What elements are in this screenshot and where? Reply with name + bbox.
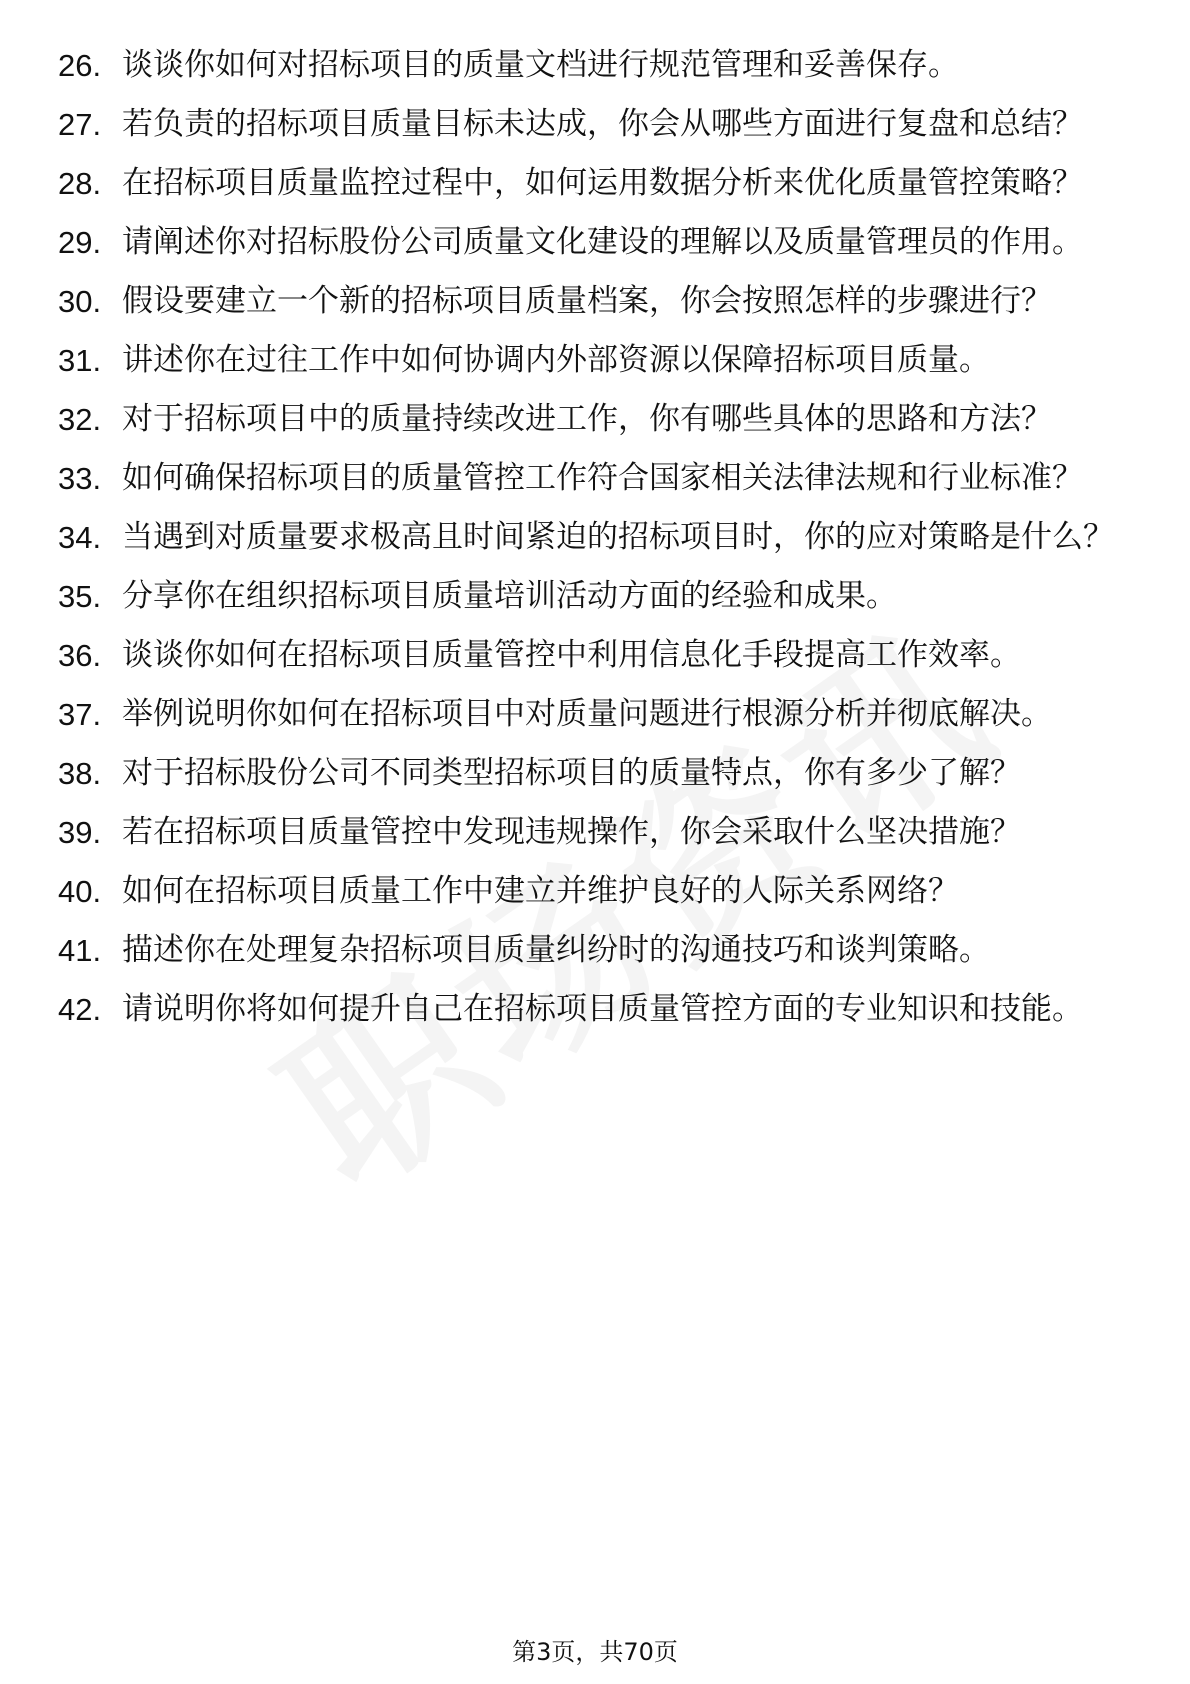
question-item bbox=[58, 752, 1138, 795]
question-item bbox=[58, 693, 1138, 736]
question-number: 31. bbox=[58, 343, 102, 378]
question-text: 对于招标项目中的质量持续改进工作，你有哪些具体的思路和方法？ bbox=[122, 401, 1052, 437]
question-text: 谈谈你如何在招标项目质量管控中利用信息化手段提高工作效率。 bbox=[122, 637, 1021, 673]
question-item bbox=[58, 516, 1138, 559]
question-item bbox=[58, 280, 1138, 323]
question-number: 27. bbox=[58, 107, 102, 142]
question-item bbox=[58, 339, 1138, 382]
question-number: 39. bbox=[58, 815, 102, 850]
question-text: 对于招标股份公司不同类型招标项目的质量特点，你有多少了解？ bbox=[122, 755, 1021, 791]
question-number: 42. bbox=[58, 992, 102, 1027]
question-item bbox=[58, 634, 1138, 677]
question-number: 34. bbox=[58, 520, 102, 555]
question-text: 请说明你将如何提升自己在招标项目质量管控方面的专业知识和技能。 bbox=[122, 991, 1083, 1027]
question-text: 若在招标项目质量管控中发现违规操作，你会采取什么坚决措施？ bbox=[122, 814, 1021, 850]
question-text: 谈谈你如何对招标项目的质量文档进行规范管理和妥善保存。 bbox=[122, 47, 959, 83]
question-number: 40. bbox=[58, 874, 102, 909]
question-number: 26. bbox=[58, 48, 102, 83]
question-text: 描述你在处理复杂招标项目质量纠纷时的沟通技巧和谈判策略。 bbox=[122, 932, 990, 968]
question-list bbox=[58, 44, 1138, 1047]
question-number: 37. bbox=[58, 697, 102, 732]
question-item bbox=[58, 575, 1138, 618]
question-text: 当遇到对质量要求极高且时间紧迫的招标项目时，你的应对策略是什么？ bbox=[122, 519, 1114, 555]
question-number: 32. bbox=[58, 402, 102, 437]
question-number: 38. bbox=[58, 756, 102, 791]
page-footer: 第3页，共70页 bbox=[512, 1638, 678, 1666]
question-number: 35. bbox=[58, 579, 102, 614]
question-text: 请阐述你对招标股份公司质量文化建设的理解以及质量管理员的作用。 bbox=[122, 224, 1083, 260]
question-item bbox=[58, 103, 1138, 146]
question-number: 36. bbox=[58, 638, 102, 673]
question-item bbox=[58, 44, 1138, 87]
question-number: 29. bbox=[58, 225, 102, 260]
question-item bbox=[58, 988, 1138, 1031]
question-text: 若负责的招标项目质量目标未达成，你会从哪些方面进行复盘和总结？ bbox=[122, 106, 1083, 142]
question-text: 如何确保招标项目的质量管控工作符合国家相关法律法规和行业标准？ bbox=[122, 460, 1083, 496]
question-item bbox=[58, 398, 1138, 441]
question-item bbox=[58, 929, 1138, 972]
question-text: 分享你在组织招标项目质量培训活动方面的经验和成果。 bbox=[122, 578, 897, 614]
question-number: 33. bbox=[58, 461, 102, 496]
question-number: 28. bbox=[58, 166, 102, 201]
question-item bbox=[58, 162, 1138, 205]
question-text: 假设要建立一个新的招标项目质量档案，你会按照怎样的步骤进行？ bbox=[122, 283, 1052, 319]
question-text: 在招标项目质量监控过程中，如何运用数据分析来优化质量管控策略？ bbox=[122, 165, 1083, 201]
question-item bbox=[58, 811, 1138, 854]
question-item bbox=[58, 221, 1138, 264]
question-item bbox=[58, 457, 1138, 500]
question-number: 30. bbox=[58, 284, 102, 319]
question-number: 41. bbox=[58, 933, 102, 968]
question-text: 举例说明你如何在招标项目中对质量问题进行根源分析并彻底解决。 bbox=[122, 696, 1052, 732]
question-text: 讲述你在过往工作中如何协调内外部资源以保障招标项目质量。 bbox=[122, 342, 990, 378]
question-text: 如何在招标项目质量工作中建立并维护良好的人际关系网络？ bbox=[122, 873, 959, 909]
question-item bbox=[58, 870, 1138, 913]
